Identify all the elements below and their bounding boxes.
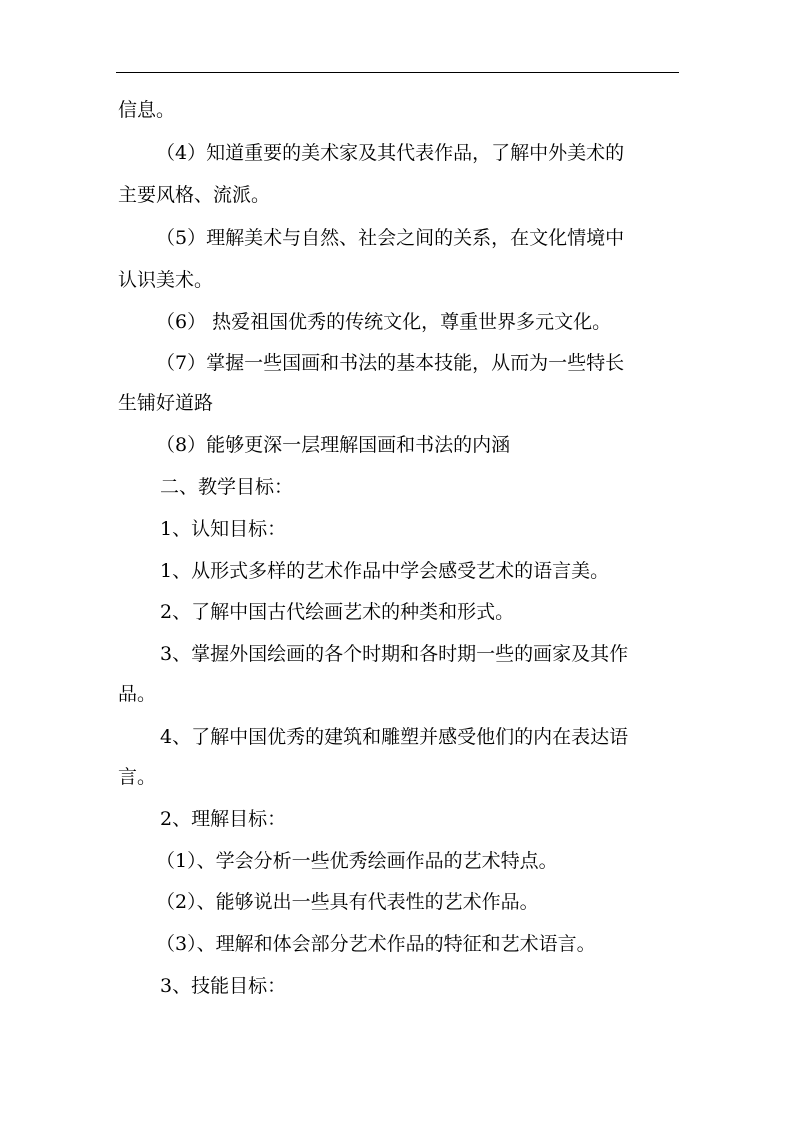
- text-line: （4）知道重要的美术家及其代表作品，了解中外美术的: [156, 142, 625, 164]
- text-line: （6） 热爱祖国优秀的传统文化，尊重世界多元文化。: [156, 311, 612, 333]
- text-line: 言。: [118, 766, 157, 788]
- subsection-heading: 2、理解目标：: [160, 808, 287, 830]
- list-item: （1）、学会分析一些优秀绘画作品的艺术特点。: [156, 850, 558, 872]
- list-item: 4、了解中国优秀的建筑和雕塑并感受他们的内在表达语: [160, 726, 629, 748]
- subsection-heading: 3、技能目标：: [160, 975, 287, 997]
- list-item: 2、了解中国古代绘画艺术的种类和形式。: [160, 601, 515, 623]
- text-line: （7）掌握一些国画和书法的基本技能，从而为一些特长: [156, 352, 625, 374]
- subsection-heading: 1、认知目标：: [160, 518, 287, 540]
- text-line: 认识美术。: [118, 269, 214, 291]
- list-item: （2）、能够说出一些具有代表性的艺术作品。: [156, 891, 539, 913]
- text-line: （8）能够更深一层理解国画和书法的内涵: [156, 434, 511, 456]
- section-heading: 二、教学目标：: [160, 476, 294, 498]
- text-line: 主要风格、流派。: [118, 184, 271, 206]
- text-line: （5）理解美术与自然、社会之间的关系，在文化情境中: [156, 227, 625, 249]
- list-item: （3）、理解和体会部分艺术作品的特征和艺术语言。: [156, 933, 596, 955]
- text-line: 品。: [118, 683, 157, 705]
- list-item: 3、掌握外国绘画的各个时期和各时期一些的画家及其作: [160, 643, 629, 665]
- list-item: 1、从形式多样的艺术作品中学会感受艺术的语言美。: [160, 560, 610, 582]
- text-line: 信息。: [118, 99, 176, 121]
- header-rule: [116, 72, 679, 73]
- text-line: 生铺好道路: [118, 392, 214, 414]
